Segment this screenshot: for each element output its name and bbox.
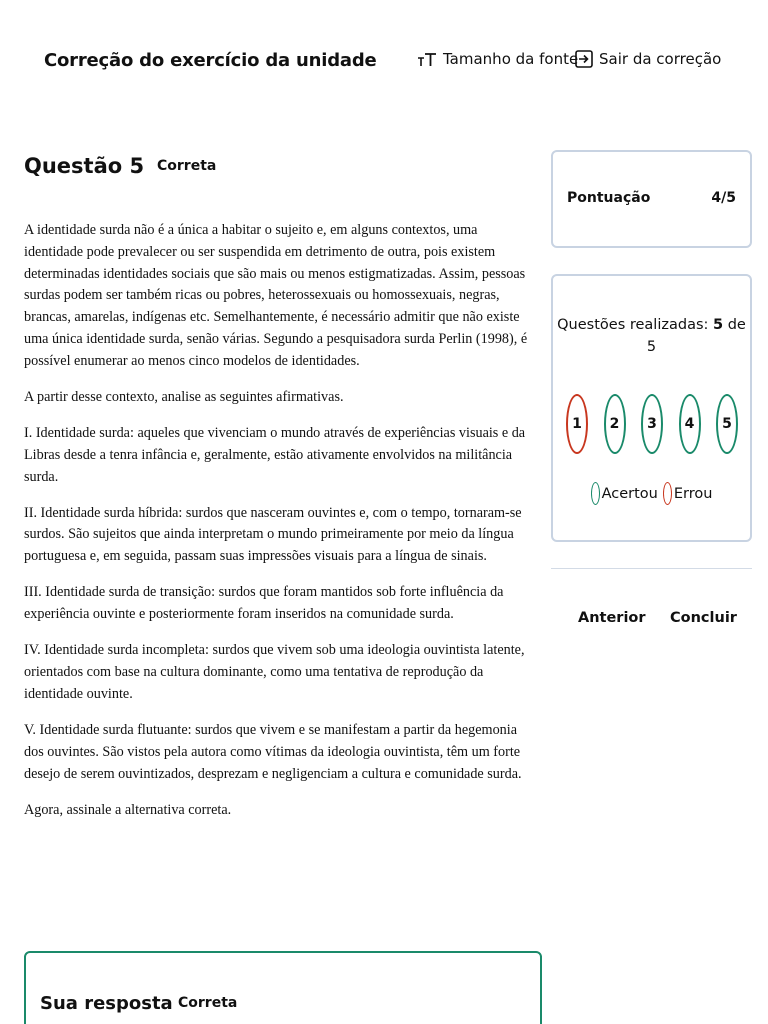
previous-button[interactable]: Anterior xyxy=(578,610,646,626)
question-paragraph: A identidade surda não é a única a habitar o sujeito e, em alguns contextos, uma identidade pode prevalecer ou ser suspendida em detrimento de outra, pois existem determinadas identidades sociais que são mais ou menos estigmatizadas. Assim, pessoas surdas podem ser também ricas ou pobres, heterossexuais ou homossexuais, negras, brancas, amarelas, indígenas etc. Semelhantemente, é necessário admitir que não existe uma única identidade surda, senão várias. Segundo a pesquisadora surda Perlin (1998), é possível enumerar ao menos cinco modelos de identidades. xyxy=(24,222,528,369)
font-size-button[interactable] xyxy=(417,50,578,68)
legend-wrong-label: Errou xyxy=(673,485,713,502)
score-card xyxy=(551,150,752,248)
legend-correct xyxy=(591,482,658,505)
question-pill-4[interactable]: 4 xyxy=(679,394,701,454)
question-paragraph: IV. Identidade surda incompleta: surdos que vivem sob uma ideologia ouvintista latente, orientados com base na cultura dominante, como uma tentativa de reprodução da identidade ouvinte. xyxy=(24,642,525,702)
question-paragraph: V. Identidade surda flutuante: surdos que vivem e se manifestam a partir da hegemonia dos ouvintes. São vistos pela autora como vítimas da ideologia ouvintista, têm um forte desejo de serem ouvintizados, desprezam e negligenciam a cultura e comunidade surda. xyxy=(24,721,522,782)
answer-status-badge: Correta xyxy=(178,995,238,1011)
question-pill-1[interactable]: 1 xyxy=(566,394,588,454)
progress-suffix: de 5 xyxy=(646,317,746,355)
finish-button[interactable]: Concluir xyxy=(670,610,737,626)
progress-done-count: 5 xyxy=(713,317,724,333)
legend-correct-label: Acertou xyxy=(601,485,658,502)
question-paragraph: II. Identidade surda híbrida: surdos que nasceram ouvintes e, com o tempo, tornaram-se surdos. São sujeitos que ainda interpretam o mundo primeiramente por meio da língua portuguesa e, em seguida, passam suas impressões visuais para a língua de sinais. xyxy=(24,504,522,565)
question-paragraph: A partir desse contexto, analise as seguintes afirmativas. xyxy=(24,388,344,405)
question-body xyxy=(24,220,540,836)
question-paragraph: III. Identidade surda de transição: surdos que foram mantidos sob forte influência da experiência ouvinte e posteriormente foram inseridos na comunidade surda. xyxy=(24,584,504,623)
question-pill-3[interactable]: 3 xyxy=(641,394,663,454)
exit-label: Sair da correção xyxy=(599,50,722,68)
page-title: Correção do exercício da unidade xyxy=(44,50,377,71)
question-paragraph: I. Identidade surda: aqueles que vivenciam o mundo através de experiências visuais e da Libras desde a tenra infância e, geralmente, estão ativamente envolvidos na militância surda. xyxy=(24,424,526,485)
result-legend xyxy=(553,482,750,505)
score-value: 4/5 xyxy=(711,190,736,206)
font-size-icon xyxy=(417,51,437,67)
exit-correction-button[interactable] xyxy=(575,50,721,68)
question-navigator xyxy=(566,394,738,454)
progress-summary xyxy=(553,314,750,358)
correct-marker-icon xyxy=(591,482,600,505)
progress-card xyxy=(551,274,752,542)
question-status-badge: Correta xyxy=(157,158,217,174)
wrong-marker-icon xyxy=(663,482,672,505)
divider xyxy=(551,568,752,569)
question-paragraph: Agora, assinale a alternativa correta. xyxy=(24,801,232,818)
answer-card xyxy=(24,951,542,1024)
progress-prefix: Questões realizadas: xyxy=(557,317,714,333)
score-label: Pontuação xyxy=(567,190,651,206)
question-pill-2[interactable]: 2 xyxy=(604,394,626,454)
answer-title: Sua resposta xyxy=(40,993,173,1014)
legend-wrong xyxy=(663,482,713,505)
question-pill-5[interactable]: 5 xyxy=(716,394,738,454)
question-title: Questão 5 xyxy=(24,154,145,178)
font-size-label: Tamanho da fonte xyxy=(443,50,579,68)
exit-icon xyxy=(575,50,593,68)
